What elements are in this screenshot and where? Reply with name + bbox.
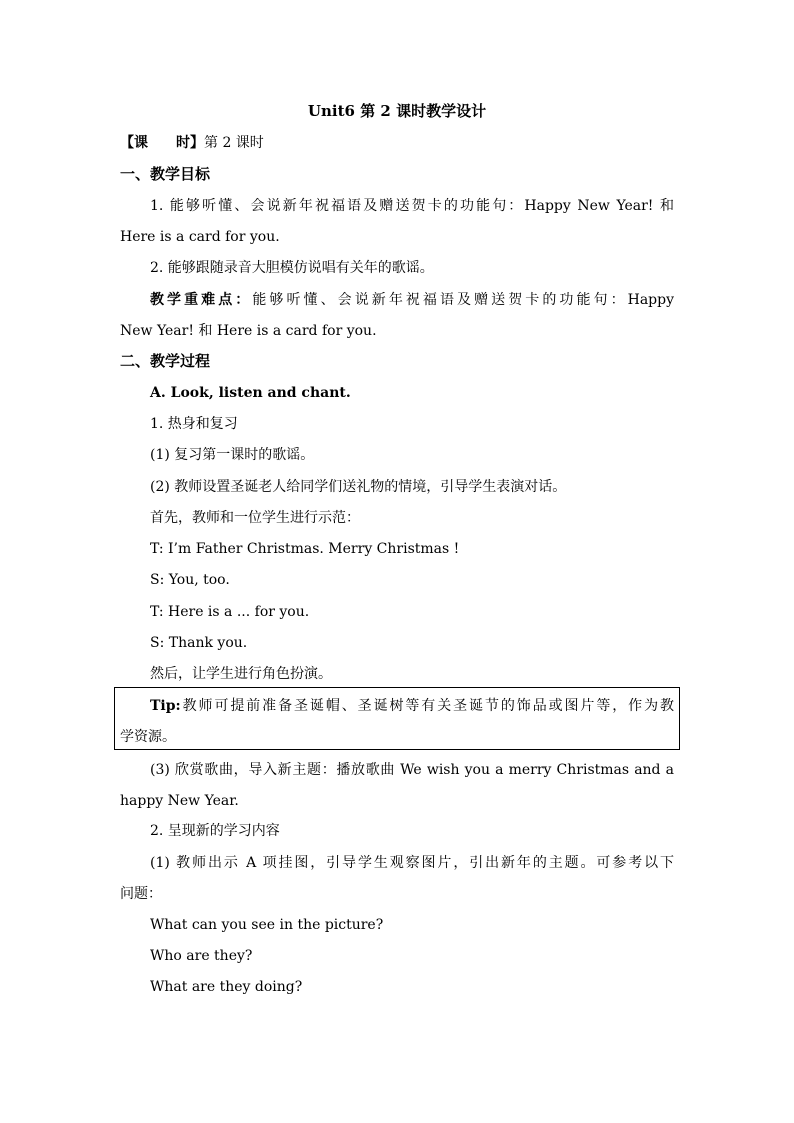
step-2-item-1-line-b: 问题： [120, 886, 162, 902]
step-1-heading: 1. 热身和复习 [150, 416, 238, 432]
section-heading-process: 二、教学过程 [120, 352, 211, 370]
tip-line-b: 学资源。 [120, 729, 176, 745]
question-line: What can you see in the picture? [150, 917, 384, 933]
question-line: Who are they? [150, 948, 253, 964]
question-line: What are they doing? [150, 979, 303, 995]
section-heading-goals: 一、教学目标 [120, 165, 211, 183]
goal-1-line-a: 1. 能够听懂、会说新年祝福语及赠送贺卡的功能句：Happy New Year! 和 [150, 198, 674, 214]
step-1-item-3-line-a: (3) 欣赏歌曲，导入新主题：播放歌曲 We wish you a merry Christmas and a [150, 762, 674, 778]
part-a-heading: A. Look, listen and chant. [150, 385, 351, 401]
step-1-item-2: (2) 教师设置圣诞老人给同学们送礼物的情境，引导学生表演对话。 [150, 479, 567, 495]
key-points-line-a [150, 290, 674, 310]
key-points-line-b: New Year! 和 Here is a card for you. [120, 323, 377, 339]
first-demo-line: 首先，教师和一位学生进行示范： [150, 510, 360, 526]
dialog-line: T: Here is a ... for you. [150, 604, 310, 620]
lesson-label: 【课 时】 [120, 135, 204, 151]
step-1-item-3-line-b: happy New Year. [120, 793, 239, 809]
step-2-item-1-line-a: (1) 教师出示 A 项挂图，引导学生观察图片，引出新年的主题。可参考以下 [150, 855, 674, 871]
dialog-line: T: I’m Father Christmas. Merry Christmas ! [150, 541, 460, 557]
goal-2: 2. 能够跟随录音大胆模仿说唱有关年的歌谣。 [150, 260, 434, 276]
lesson-line [120, 133, 264, 153]
role-play-line: 然后，让学生进行角色扮演。 [150, 666, 332, 682]
goal-1-line-b: Here is a card for you. [120, 229, 280, 245]
page-title: Unit6 第 2 课时教学设计 [307, 102, 487, 120]
tip-line-a [150, 696, 674, 716]
key-points-label: 教学重难点： [150, 292, 253, 308]
dialog-line: S: You, too. [150, 572, 230, 588]
step-2-heading: 2. 呈现新的学习内容 [150, 823, 280, 839]
tip-label: Tip: [150, 698, 181, 714]
key-points-text: 能够听懂、会说新年祝福语及赠送贺卡的功能句：Happy [252, 292, 675, 308]
lesson-value: 第 2 课时 [204, 135, 264, 151]
tip-text: 教师可提前准备圣诞帽、圣诞树等有关圣诞节的饰品或图片等，作为教 [180, 698, 674, 714]
dialog-line: S: Thank you. [150, 635, 248, 651]
step-1-item-1: (1) 复习第一课时的歌谣。 [150, 447, 315, 463]
